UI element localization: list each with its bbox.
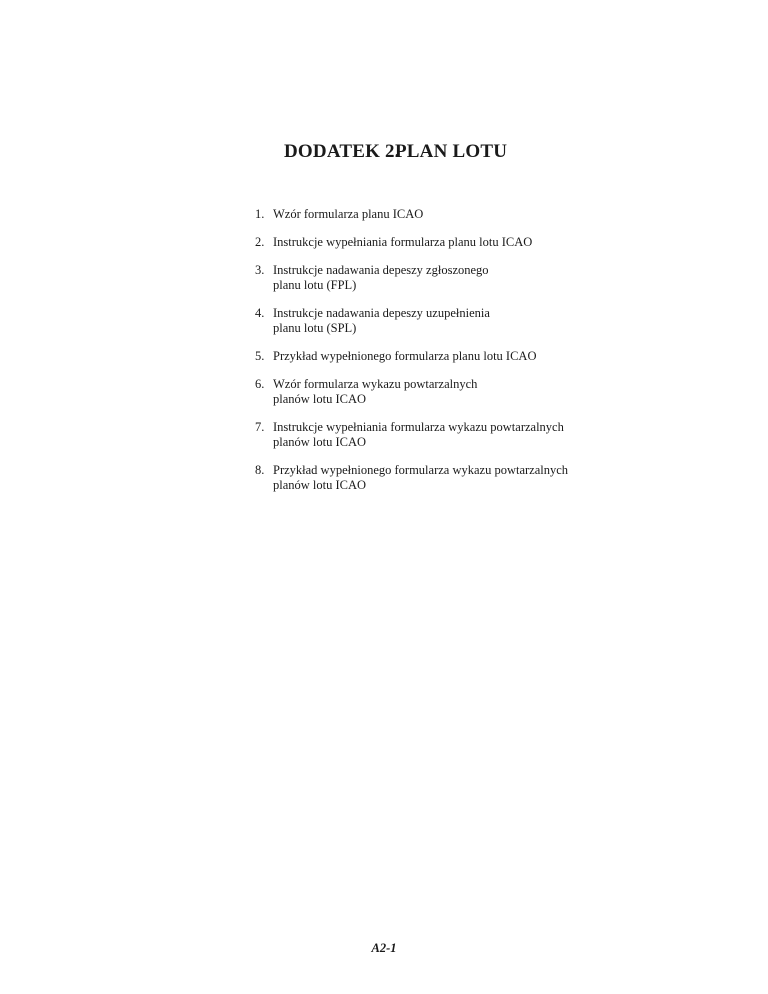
item-line: Instrukcje nadawania depeszy uzupełnienia — [273, 306, 490, 320]
list-item — [255, 263, 675, 293]
item-line: Instrukcje wypełniania formularza wykazu powtarzalnych — [273, 420, 564, 434]
list-item — [255, 420, 675, 450]
item-line: Instrukcje wypełniania formularza planu lotu ICAO — [273, 235, 533, 249]
list-item — [255, 463, 675, 493]
list-item — [255, 349, 675, 364]
item-text — [273, 420, 675, 450]
appendix-title: PLAN LOTU — [395, 141, 508, 162]
item-line: planu lotu (SPL) — [273, 321, 357, 335]
item-line: planów lotu ICAO — [273, 392, 367, 406]
item-number: 7. — [255, 420, 265, 434]
item-text — [273, 263, 675, 293]
list-item — [255, 207, 675, 222]
item-number: 1. — [255, 207, 265, 221]
item-line: planów lotu ICAO — [273, 435, 367, 449]
item-line: Przykład wypełnionego formularza wykazu powtarzalnych — [273, 463, 569, 477]
contents-list — [255, 207, 675, 506]
item-text — [273, 207, 675, 222]
item-number: 6. — [255, 377, 265, 391]
list-item — [255, 306, 675, 336]
item-line: Przykład wypełnionego formularza planu lotu ICAO — [273, 349, 537, 363]
list-item — [255, 377, 675, 407]
appendix-label: DODATEK 2. — [284, 141, 400, 162]
item-text — [273, 235, 675, 250]
item-text — [273, 306, 675, 336]
item-text — [273, 463, 675, 493]
list-item — [255, 235, 675, 250]
item-line: Wzór formularza planu ICAO — [273, 207, 424, 221]
item-number: 4. — [255, 306, 265, 320]
item-line: Instrukcje nadawania depeszy zgłoszonego — [273, 263, 489, 277]
item-line: planów lotu ICAO — [273, 478, 367, 492]
item-number: 5. — [255, 349, 265, 363]
item-number: 8. — [255, 463, 265, 477]
item-text — [273, 377, 675, 407]
page-number: A2-1 — [371, 941, 397, 955]
item-number: 3. — [255, 263, 265, 277]
item-line: planu lotu (FPL) — [273, 278, 357, 292]
page-title — [284, 141, 508, 165]
item-line: Wzór formularza wykazu powtarzalnych — [273, 377, 478, 391]
item-number: 2. — [255, 235, 265, 249]
item-text — [273, 349, 675, 364]
